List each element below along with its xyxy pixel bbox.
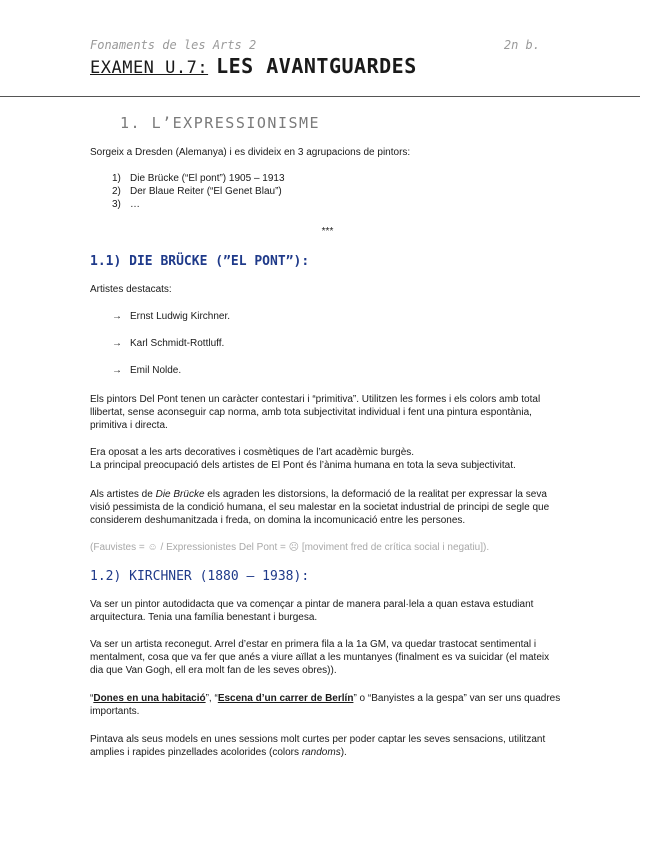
subject-label: Fonaments de les Arts 2 — [90, 38, 257, 52]
section-heading-expressionism: 1. L’EXPRESSIONISME — [120, 114, 321, 132]
list-item: → Emil Nolde. — [112, 365, 182, 376]
section-heading-die-brucke: 1.1) DIE BRÜCKE (”EL PONT”): — [90, 254, 310, 269]
section-heading-kirchner: 1.2) KIRCHNER (1880 – 1938): — [90, 569, 310, 584]
header-divider — [0, 96, 640, 97]
group-label: 2n b. — [503, 38, 540, 52]
exam-title: LES AVANTGUARDES — [216, 54, 417, 78]
intro-paragraph: Sorgeix a Dresden (Alemanya) i es divideix en 3 agrupacions de pintors: — [90, 147, 411, 158]
artists-label: Artistes destacats: — [90, 284, 172, 295]
list-item: 2) Der Blaue Reiter (“El Genet Blau”) — [112, 186, 282, 197]
arrow-right-icon: → — [112, 311, 122, 322]
exam-label: EXAMEN U.7: — [90, 58, 209, 78]
list-item: → Karl Schmidt-Rottluff. — [112, 338, 225, 349]
list-item: → Ernst Ludwig Kirchner. — [112, 311, 231, 322]
section-separator: *** — [321, 226, 334, 237]
paragraph-distortions: Als artistes de Die Brücke els agraden les distorsions, la deformació de la realitat per expressar la seva visió pessimista de la condició humana, el seu malestar en la societat industrial de principi de segle que considerem deshumanitzada i freda, on domina la incomunicació entre les persones. — [90, 489, 550, 526]
list-item: 3) … — [112, 199, 140, 210]
document-header — [90, 38, 540, 52]
work-title: Escena d’un carrer de Berlín — [217, 693, 354, 704]
paragraph-works: “Dones en una habitació”, “Escena d’un carrer de Berlín” o “Banyistes a la gespa” van ser uns quadres importants. — [90, 693, 561, 717]
page-title — [90, 54, 417, 78]
paragraph-bourgeois: Era oposat a les arts decoratives i cosmètiques de l’art acadèmic burgès. La principal preocupació dels artistes de El Pont és l’ànima humana en tota la seva subjectivitat. — [90, 447, 516, 471]
work-title: Dones en una habitació — [93, 693, 206, 704]
arrow-right-icon: → — [112, 338, 122, 349]
paragraph-technique: Pintava als seus models en unes sessions molt curtes per poder captar les seves sensacions, utilitzant amplies i rapides pinzellades acolorides (colors randoms). — [90, 734, 546, 758]
note-fauvistes: (Fauvistes = ☺ / Expressionistes Del Pont = ☹ [moviment fred de crítica social i negatiu]). — [90, 542, 490, 553]
list-item: 1) Die Brücke (“El pont”) 1905 – 1913 — [112, 173, 285, 184]
paragraph-primitive: Els pintors Del Pont tenen un caràcter contestari i “primitiva”. Utilitzen les formes i els colors amb total llibertat, sense aconseguir cap norma, amb tota subjectivitat individual i fent una pintura espontània, primitiva i directa. — [90, 394, 541, 431]
groups-list — [112, 172, 285, 211]
paragraph-autodidact: Va ser un pintor autodidacta que va començar a pintar de manera paral·lela a quan estava estudiant arquitectura. Tenia una família benestant i burgesa. — [90, 599, 534, 623]
paragraph-recognized: Va ser un artista reconegut. Arrel d’estar en primera fila a la 1a GM, va quedar trastocat sentimental i mentalment, cosa que va fer que anés a viure aïllat a les muntanyes (finalment es va suicidar (el mateix dia que Van Gogh, ell era molt fan de les seves obres)). — [90, 639, 550, 676]
arrow-right-icon: → — [112, 365, 122, 376]
work-title: Banyistes a la gespa — [371, 693, 464, 704]
